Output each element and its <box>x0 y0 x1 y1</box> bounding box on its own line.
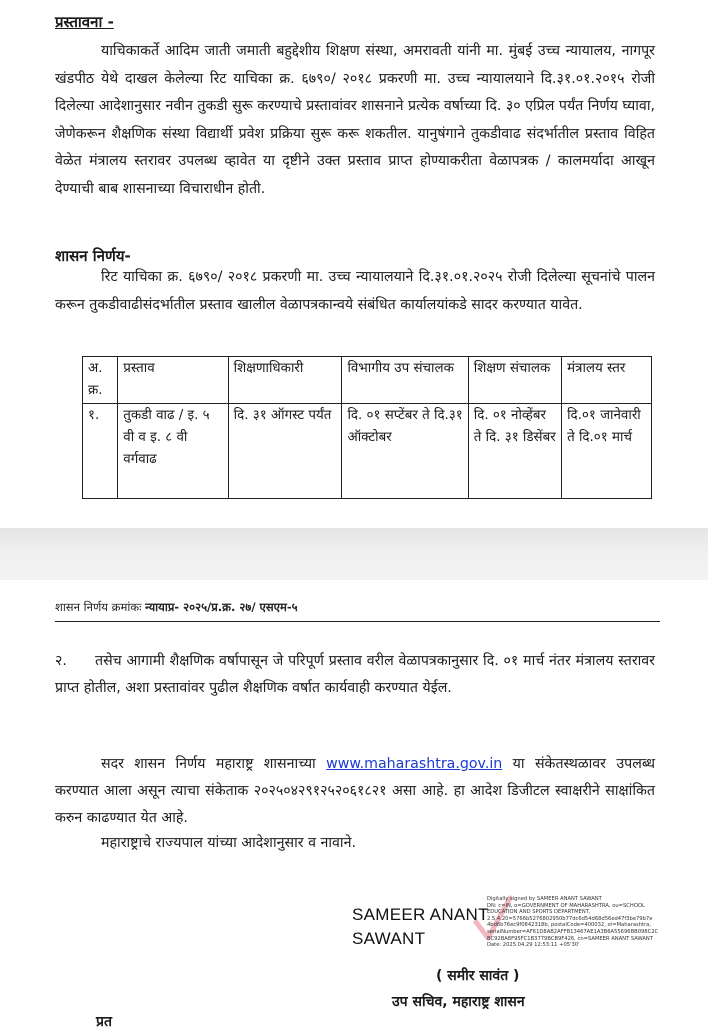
table-header-cell: शिक्षणाधिकारी <box>228 357 342 404</box>
footer-fragment: प्रत <box>96 1014 112 1030</box>
table-header-cell: विभागीय उप संचालक <box>342 357 468 404</box>
digital-signature-name <box>352 903 502 951</box>
signature-detail-line: Digitally signed by SAMEER ANANT SAWANT <box>487 896 602 902</box>
signature-name-line1: SAMEER ANANT <box>352 905 489 924</box>
order-line: महाराष्ट्राचे राज्यपाल यांच्या आदेशानुसार व नावाने. <box>101 835 356 851</box>
signature-detail-line: EDUCATION AND SPORTS DEPARTMENT, <box>487 909 591 916</box>
page-break <box>0 528 708 580</box>
table-cell-ministry: दि.०१ जानेवारी ते दि.०१ मार्च <box>562 404 652 499</box>
availability-text-before: सदर शासन निर्णय महाराष्ट्र शासनाच्या <box>101 756 316 772</box>
intro-heading: प्रस्तावना - <box>55 13 114 31</box>
table-cell-sr: १. <box>83 404 118 499</box>
digital-signature-details <box>487 896 657 949</box>
signature-detail-line: 4bd6b76ec9f0842318b, postalCode=400032, st=Maharashtra, <box>487 922 651 929</box>
table-header-cell: मंत्रालय स्तर <box>562 357 652 404</box>
table-cell-deputy-director: दि. ०१ सप्टेंबर ते दि.३१ ऑक्टोबर <box>342 404 468 499</box>
schedule-table <box>82 356 652 499</box>
signature-detail-line: Date: 2025.04.29 12:53:11 +05'30' <box>487 942 580 949</box>
signature-detail-line: BC92BA8F95FC1B3779BCB9F426, cn=SAMEER ANANT SAWANT <box>487 935 653 942</box>
point-2-text: तसेच आगामी शैक्षणिक वर्षापासून जे परिपूर्ण प्रस्ताव वरील वेळापत्रकानुसार दि. ०१ मार्च नंतर मंत्रालय स्तरावर प्राप्त होतील, अशा प्रस्तावांवर पुढील शैक्षणिक वर्षात कार्यवाही करण्यात येईल. <box>55 653 655 696</box>
page2-header <box>55 600 660 622</box>
decision-heading: शासन निर्णय- <box>55 247 131 265</box>
intro-paragraph: याचिकाकर्ते आदिम जाती जमाती बहुद्देशीय शिक्षण संस्था, अमरावती यांनी मा. मुंबई उच्च न्यायालय, नागपूर खंडपीठ येथे दाखल केलेल्या रिट याचिका क्र. ६७९०/ २०१८ प्रकरणी मा. उच्च न्यायालयाने दि.३१.०१.२०१५ रोजी दिलेल्या आदेशानुसार नवीन तुकडी सुरू करण्याचे प्रस्तावांवर शासनाने प्रत्येक वर्षाच्या दि. ३० एप्रिल पर्यंत निर्णय घ्यावा, जेणेकरून शैक्षणिक संस्था विद्यार्थी प्रवेश प्रक्रिया सुरू करू शकतील. यानुषंगाने तुकडीवाढ संदर्भातील प्रस्ताव विहित वेळेत मंत्रालय स्तरावर उपलब्ध व्हावेत या दृष्टीने उक्त प्रस्ताव प्राप्त होण्याकरीता वेळापत्रक / कालमर्यादा आखून देण्याची बाब शासनाच्या विचाराधीन होती. <box>55 43 656 197</box>
signer-designation: उप सचिव, महाराष्ट्र शासन <box>392 994 525 1010</box>
signer-name: ( समीर सावंत ) <box>436 968 520 984</box>
signature-name-line2: SAWANT <box>352 929 426 948</box>
website-link[interactable]: www.maharashtra.gov.in <box>326 756 503 772</box>
table-cell-proposal: तुकडी वाढ / इ. ५ वी व इ. ८ वी वर्गवाढ <box>118 404 228 499</box>
gr-number: न्यायाप्र- २०२५/प्र.क्र. २७/ एसएम-५ <box>145 600 298 614</box>
table-header-row <box>83 357 652 404</box>
availability-paragraph <box>55 751 655 832</box>
table-cell-edu-officer: दि. ३१ ऑगस्ट पर्यंत <box>228 404 342 499</box>
table-header-cell: प्रस्ताव <box>118 357 228 404</box>
table-header-cell: शिक्षण संचालक <box>468 357 561 404</box>
point-2-number: २. <box>55 653 67 669</box>
table-row <box>83 404 652 499</box>
signature-detail-line: serialNumber=AF61D8AB2AFFB13467AE1A3B6A55696BB098C2C <box>487 928 659 935</box>
availability-text-after: या संकेतस्थळावर उपलब्ध करण्यात आला असून त्याचा संकेताक २०२५०४२९१२५२०६१८२१ असा आहे. हा आदेश डिजीटल स्वाक्षरीने साक्षांकित करुन काढण्यात येत आहे. <box>55 756 655 826</box>
signature-detail-line: 2.5.4.20=5766b5276802950b77dc6d54d68d56ed47f3be79b7e <box>487 915 653 922</box>
point-2-paragraph <box>55 648 655 702</box>
table-cell-director: दि. ०१ नोव्हेंबर ते दि. ३१ डिसेंबर <box>468 404 561 499</box>
signature-detail-line: DN: c=IN, o=GOVERNMENT OF MAHARASHTRA, ou=SCHOOL <box>487 902 645 909</box>
gr-number-label: शासन निर्णय क्रमांकः <box>55 600 142 614</box>
table-header-cell: अ. क्र. <box>83 357 118 404</box>
decision-paragraph: रिट याचिका क्र. ६७९०/ २०१८ प्रकरणी मा. उच्च न्यायालयाने दि.३१.०१.२०२५ रोजी दिलेल्या सूचनांचे पालन करून तुकडीवाढीसंदर्भातील प्रस्ताव खालील वेळापत्रकान्वये संबंधित कार्यालयांकडे सादर करण्यात यावेत. <box>55 269 655 313</box>
